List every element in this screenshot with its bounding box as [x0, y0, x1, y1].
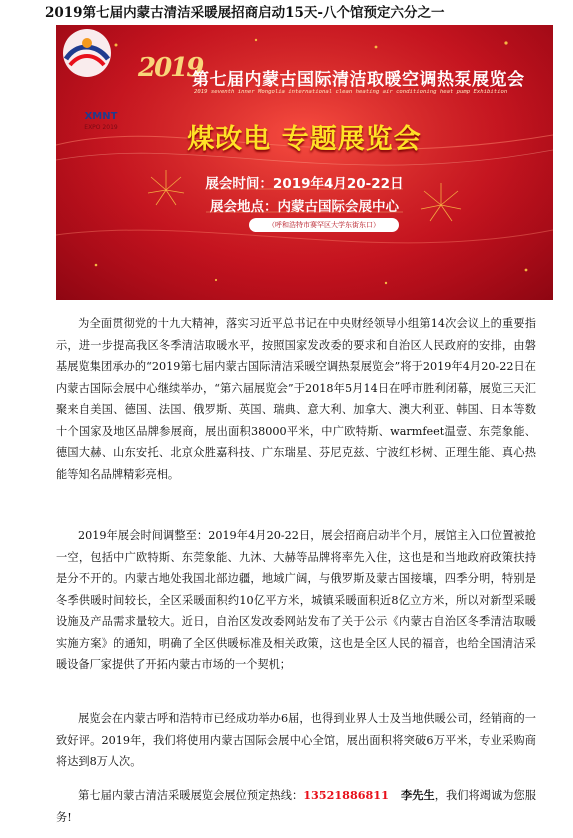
paragraph-history	[56, 708, 536, 773]
paragraph-intro-text: 为全面贯彻党的十九大精神，落实习近平总书记在中央财经领导小组第14次会议上的重要指示，进一步提高我区冬季清洁取暖水平，按照国家发改委的要求和自治区人民政府的安排，由磐基展览集团承办的“2019第七届内蒙古国际清洁采暖空调热泵展览会”将于2019年4月20-22日在内蒙古国际会展中心继续举办，“第六届展览会”于2018年5月14日在呼市胜利闭幕，展览三天汇聚来自美国、德国、法国、俄罗斯、英国、瑞典、意大利、加拿大、澳大利亚、韩国、日本等数十个国家及地区品牌参展商，展出面积38000平米，中广欧特斯、warmfeet温壹、东莞象能、德国大赫、山东安托、北京众胜嘉科技、广东瑞星、芬尼克兹、宁波红杉树、正理生能、真心热能等知名品牌精彩亮相。	[56, 317, 536, 481]
paragraph-history-text: 展览会在内蒙古呼和浩特市已经成功举办6届，也得到业界人士及当地供暖公司，经销商的一致好评。2019年，我们将使用内蒙古国际会展中心全馆，展出面积将突破6万平米，专业采购商将达到8万人次。	[56, 712, 536, 768]
xmnt-logo-icon	[56, 25, 118, 87]
banner-address-pill: （呼和浩特市赛罕区大学东街东口）	[249, 218, 399, 232]
paragraph-intro	[56, 313, 536, 485]
hotline-phone-number[interactable]: 13521886811	[303, 788, 389, 802]
banner-english-subtitle: 2019 seventh inner Mongolia international clean heating air conditioning heat pump Exhibition	[194, 89, 508, 95]
banner-title: 第七届内蒙古国际清洁取暖空调热泵展览会	[192, 70, 525, 90]
paragraph-hotline	[56, 785, 536, 828]
banner-exhibition-time: 展会时间：2019年4月20-22日	[205, 176, 404, 192]
article-headline: 2019第七届内蒙古清洁采暖展招商启动15天-八个馆预定六分之一	[45, 5, 445, 21]
exhibition-banner	[56, 25, 553, 300]
paragraph-schedule-text: 2019年展会时间调整至：2019年4月20-22日，展会招商启动半个月，展馆主入口位置被抢一空，包括中广欧特斯、东莞象能、九沐、大赫等品牌将率先入住，这也是和当地政府政策扶持是分不开的。内蒙古地处我国北部边疆，地域广阔，与俄罗斯及蒙古国接壤，四季分明，特别是冬季供暖时间较长，全区采暖面积约10亿平方米，城镇采暖面积近8亿立方米，所以对新型采暖设施及产品需求量较大。近日，自治区发改委网站发布了关于公示《内蒙古自治区冬季清洁取暖实施方案》的通知，明确了全区供暖标准及相关政策，这也是全区人民的福音，也给全国清洁采暖设备厂家提供了开拓内蒙古市场的一个契机；	[56, 529, 536, 671]
logo-subtext: EXPO 2019	[84, 124, 118, 131]
logo-wordmark: XMNT	[84, 111, 118, 122]
hotline-contact-name: 李先生	[400, 788, 435, 802]
banner-exhibition-place: 展会地点：内蒙古国际会展中心	[210, 199, 399, 215]
banner-year: 2019	[138, 53, 203, 83]
banner-slogan: 煤改电 专题展览会	[187, 124, 422, 155]
paragraph-schedule	[56, 525, 536, 676]
hotline-tail: ，我们将竭诚为您服务!	[56, 789, 536, 824]
hotline-lead: 第七届内蒙古清洁采暖展览会展位预定热线：	[78, 789, 304, 802]
